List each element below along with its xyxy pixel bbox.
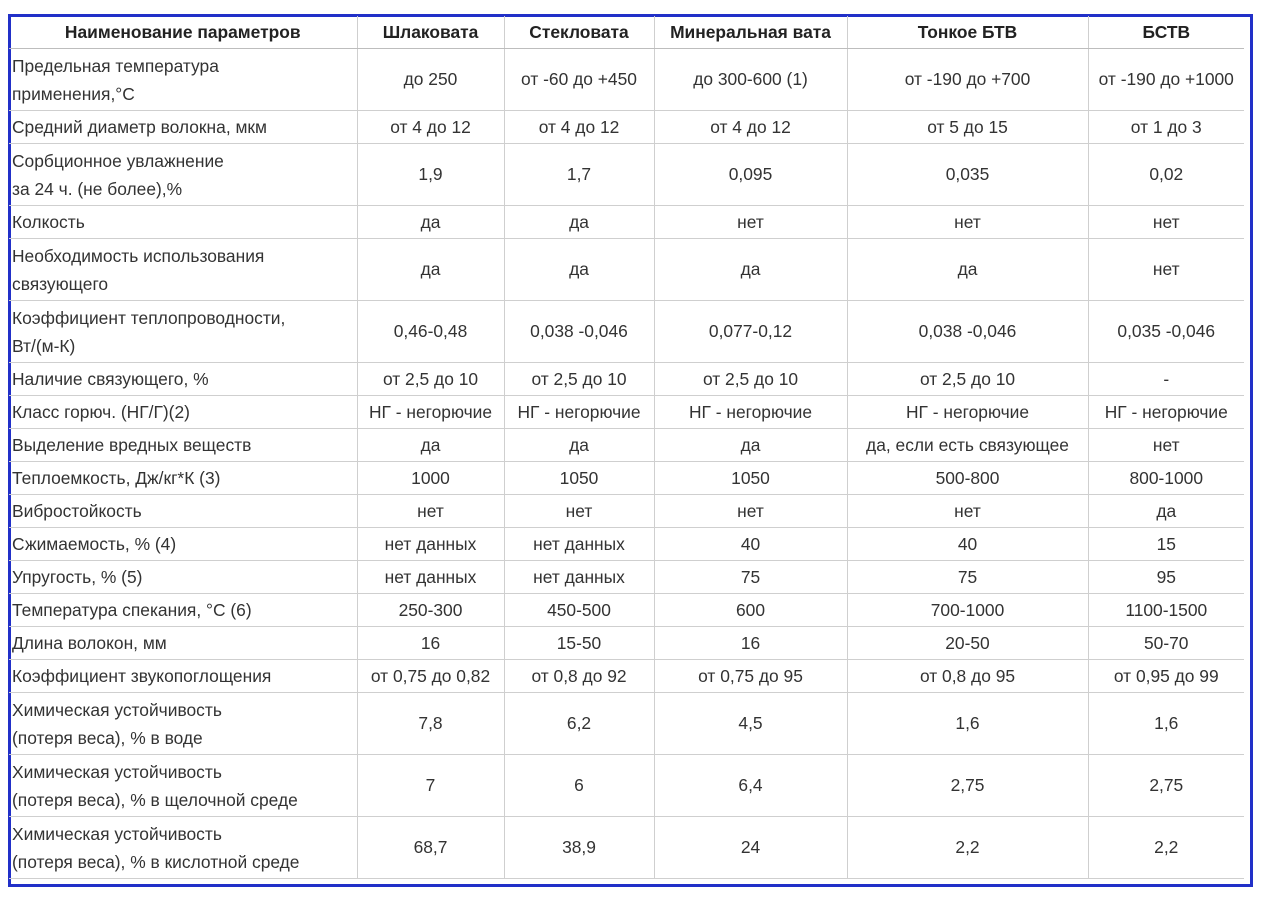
value-cell: 1,7 — [504, 144, 654, 206]
table-row — [9, 144, 1244, 206]
value-cell: нет данных — [357, 561, 504, 594]
value-cell: от 0,75 до 0,82 — [357, 660, 504, 693]
value-cell: да — [504, 206, 654, 239]
parameter-name-cell — [9, 817, 357, 879]
value-cell: да — [357, 429, 504, 462]
table-row — [9, 111, 1244, 144]
value-cell: от 0,8 до 95 — [847, 660, 1088, 693]
value-cell: НГ - негорючие — [1088, 396, 1244, 429]
value-cell: от -60 до +450 — [504, 49, 654, 111]
parameter-name-cell — [9, 111, 357, 144]
table-row — [9, 594, 1244, 627]
value-cell: да — [357, 239, 504, 301]
value-cell: 7,8 — [357, 693, 504, 755]
parameter-name-line: Температура спекания, °С (6) — [12, 600, 252, 620]
value-cell: 0,02 — [1088, 144, 1244, 206]
value-cell: нет — [504, 495, 654, 528]
value-cell: 1000 — [357, 462, 504, 495]
table-row — [9, 429, 1244, 462]
value-cell: от 0,95 до 99 — [1088, 660, 1244, 693]
parameter-name-line: Теплоемкость, Дж/кг*К (3) — [12, 468, 221, 488]
value-cell: от 2,5 до 10 — [847, 363, 1088, 396]
parameter-name-line: Вибростойкость — [12, 501, 142, 521]
parameter-name-line: Необходимость использования — [12, 245, 265, 266]
value-cell: 0,038 -0,046 — [504, 301, 654, 363]
table-row — [9, 301, 1244, 363]
value-cell: нет — [847, 206, 1088, 239]
value-cell: от 0,8 до 92 — [504, 660, 654, 693]
value-cell: 500-800 — [847, 462, 1088, 495]
table-row — [9, 817, 1244, 879]
parameter-name-cell — [9, 396, 357, 429]
parameter-name-cell — [9, 755, 357, 817]
value-cell: нет — [847, 495, 1088, 528]
parameter-name-cell — [9, 462, 357, 495]
value-cell: - — [1088, 363, 1244, 396]
value-cell: нет — [1088, 206, 1244, 239]
header-glass-wool: Стекловата — [504, 16, 654, 49]
parameter-name-line: Средний диаметр волокна, мкм — [12, 117, 267, 137]
header-row — [9, 16, 1244, 49]
value-cell: НГ - негорючие — [847, 396, 1088, 429]
parameter-name-cell — [9, 49, 357, 111]
parameter-name-line: (потеря веса), % в воде — [12, 727, 203, 748]
value-cell: 2,75 — [847, 755, 1088, 817]
value-cell: 250-300 — [357, 594, 504, 627]
value-cell: от -190 до +1000 — [1088, 49, 1244, 111]
value-cell: 2,75 — [1088, 755, 1244, 817]
table-row — [9, 627, 1244, 660]
value-cell: от 2,5 до 10 — [504, 363, 654, 396]
value-cell: нет данных — [504, 561, 654, 594]
parameter-name-line: (потеря веса), % в щелочной среде — [12, 789, 298, 810]
value-cell: 40 — [654, 528, 847, 561]
parameter-name-line: Коэффициент теплопроводности, — [12, 307, 286, 328]
value-cell: 16 — [357, 627, 504, 660]
parameter-name-line: Предельная температура — [12, 55, 219, 76]
comparison-table — [9, 16, 1244, 879]
header-bstv: БСТВ — [1088, 16, 1244, 49]
value-cell: 15-50 — [504, 627, 654, 660]
value-cell: 0,077-0,12 — [654, 301, 847, 363]
table-row — [9, 755, 1244, 817]
table-row — [9, 49, 1244, 111]
value-cell: нет — [1088, 429, 1244, 462]
table-row — [9, 363, 1244, 396]
value-cell: от -190 до +700 — [847, 49, 1088, 111]
value-cell: от 4 до 12 — [357, 111, 504, 144]
value-cell: 7 — [357, 755, 504, 817]
value-cell: 0,46-0,48 — [357, 301, 504, 363]
value-cell: нет — [357, 495, 504, 528]
header-mineral-wool: Минеральная вата — [654, 16, 847, 49]
value-cell: 0,038 -0,046 — [847, 301, 1088, 363]
value-cell: нет — [654, 206, 847, 239]
parameter-name-line: Вт/(м-К) — [12, 335, 76, 356]
value-cell: от 4 до 12 — [504, 111, 654, 144]
value-cell: да — [504, 429, 654, 462]
value-cell: нет — [654, 495, 847, 528]
table-row — [9, 528, 1244, 561]
parameter-name-line: Упругость, % (5) — [12, 567, 143, 587]
parameter-name-line: Сорбционное увлажнение — [12, 150, 224, 171]
value-cell: 0,095 — [654, 144, 847, 206]
value-cell: НГ - негорючие — [504, 396, 654, 429]
value-cell: да — [504, 239, 654, 301]
parameter-name-line: Сжимаемость, % (4) — [12, 534, 177, 554]
value-cell: 95 — [1088, 561, 1244, 594]
parameter-name-cell — [9, 693, 357, 755]
value-cell: 450-500 — [504, 594, 654, 627]
value-cell: нет данных — [357, 528, 504, 561]
value-cell: нет данных — [504, 528, 654, 561]
value-cell: от 1 до 3 — [1088, 111, 1244, 144]
parameter-name-cell — [9, 301, 357, 363]
parameter-name-line: Наличие связующего, % — [12, 369, 209, 389]
parameter-name-line: применения,°С — [12, 83, 135, 104]
parameter-name-cell — [9, 239, 357, 301]
value-cell: 16 — [654, 627, 847, 660]
parameter-name-cell — [9, 528, 357, 561]
value-cell: 2,2 — [1088, 817, 1244, 879]
value-cell: 1,9 — [357, 144, 504, 206]
parameter-name-cell — [9, 660, 357, 693]
parameter-name-line: Колкость — [12, 212, 85, 232]
header-parameter: Наименование параметров — [9, 16, 357, 49]
parameter-name-line: связующего — [12, 273, 109, 294]
value-cell: 75 — [847, 561, 1088, 594]
value-cell: 50-70 — [1088, 627, 1244, 660]
value-cell: НГ - негорючие — [654, 396, 847, 429]
value-cell: 6 — [504, 755, 654, 817]
value-cell: 800-1000 — [1088, 462, 1244, 495]
value-cell: да — [654, 239, 847, 301]
parameter-name-line: (потеря веса), % в кислотной среде — [12, 851, 300, 872]
value-cell: да — [357, 206, 504, 239]
value-cell: 700-1000 — [847, 594, 1088, 627]
parameter-name-line: Химическая устойчивость — [12, 699, 222, 720]
parameter-name-line: Химическая устойчивость — [12, 823, 222, 844]
value-cell: 0,035 — [847, 144, 1088, 206]
parameter-name-line: Коэффициент звукопоглощения — [12, 666, 272, 686]
value-cell: от 4 до 12 — [654, 111, 847, 144]
value-cell: 6,4 — [654, 755, 847, 817]
parameter-name-cell — [9, 429, 357, 462]
value-cell: 38,9 — [504, 817, 654, 879]
value-cell: до 250 — [357, 49, 504, 111]
parameter-name-cell — [9, 206, 357, 239]
value-cell: да — [1088, 495, 1244, 528]
value-cell: 40 — [847, 528, 1088, 561]
parameter-name-line: Класс горюч. (НГ/Г)(2) — [12, 402, 190, 422]
value-cell: НГ - негорючие — [357, 396, 504, 429]
parameter-name-line: Химическая устойчивость — [12, 761, 222, 782]
table-row — [9, 495, 1244, 528]
value-cell: от 5 до 15 — [847, 111, 1088, 144]
parameter-name-line: Выделение вредных веществ — [12, 435, 252, 455]
value-cell: 24 — [654, 817, 847, 879]
table-row — [9, 693, 1244, 755]
value-cell: да — [847, 239, 1088, 301]
value-cell: 0,035 -0,046 — [1088, 301, 1244, 363]
table-row — [9, 239, 1244, 301]
value-cell: 75 — [654, 561, 847, 594]
value-cell: от 2,5 до 10 — [357, 363, 504, 396]
parameter-name-cell — [9, 363, 357, 396]
value-cell: до 300-600 (1) — [654, 49, 847, 111]
table-row — [9, 396, 1244, 429]
value-cell: 1050 — [504, 462, 654, 495]
value-cell: 1,6 — [847, 693, 1088, 755]
value-cell: 600 — [654, 594, 847, 627]
value-cell: 2,2 — [847, 817, 1088, 879]
table-row — [9, 206, 1244, 239]
header-thin-btv: Тонкое БТВ — [847, 16, 1088, 49]
value-cell: от 2,5 до 10 — [654, 363, 847, 396]
table-row — [9, 660, 1244, 693]
value-cell: 4,5 — [654, 693, 847, 755]
value-cell: 15 — [1088, 528, 1244, 561]
value-cell: нет — [1088, 239, 1244, 301]
parameter-name-line: за 24 ч. (не более),% — [12, 178, 183, 199]
table-row — [9, 561, 1244, 594]
value-cell: 1050 — [654, 462, 847, 495]
header-slag-wool: Шлаковата — [357, 16, 504, 49]
parameter-name-cell — [9, 627, 357, 660]
value-cell: от 0,75 до 95 — [654, 660, 847, 693]
value-cell: 6,2 — [504, 693, 654, 755]
value-cell: 68,7 — [357, 817, 504, 879]
value-cell: 20-50 — [847, 627, 1088, 660]
parameter-name-cell — [9, 144, 357, 206]
parameter-name-cell — [9, 561, 357, 594]
value-cell: 1,6 — [1088, 693, 1244, 755]
parameter-name-line: Длина волокон, мм — [12, 633, 167, 653]
parameter-name-cell — [9, 594, 357, 627]
value-cell: да — [654, 429, 847, 462]
table-row — [9, 462, 1244, 495]
value-cell: 1100-1500 — [1088, 594, 1244, 627]
value-cell: да, если есть связующее — [847, 429, 1088, 462]
parameter-name-cell — [9, 495, 357, 528]
